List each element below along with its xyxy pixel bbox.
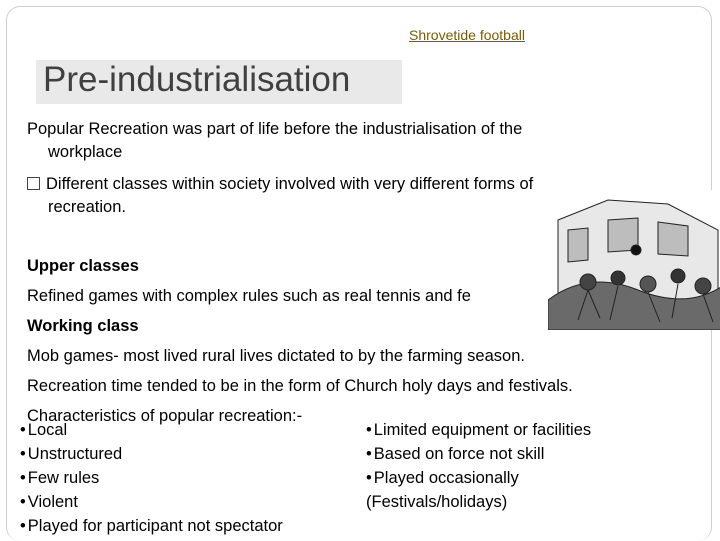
list-item: • Limited equipment or facilities: [366, 418, 591, 442]
slide-title: Pre-industrialisation: [43, 60, 351, 99]
intro-line-cont: workplace: [48, 143, 123, 161]
characteristics-heading: Characteristics of popular recreation:-: [27, 407, 303, 425]
intro-paragraph: [27, 118, 667, 164]
list-item: • Based on force not skill: [366, 442, 591, 466]
working-class-text-1: Mob games- most lived rural lives dictated to by the farming season.: [27, 347, 525, 365]
list-item: (Festivals/holidays): [366, 493, 508, 511]
list-item: • Local: [20, 418, 283, 442]
list-item: • Unstructured: [20, 442, 283, 466]
upper-classes-text: Refined games with complex rules such as real tennis and fe: [27, 287, 471, 305]
list-item: • Few rules: [20, 466, 283, 490]
intro-line: Popular Recreation was part of life before the industrialisation of the: [27, 120, 523, 138]
characteristics-left-list: [20, 418, 283, 538]
checkbox-bullet-icon: [27, 177, 40, 190]
working-class-text-2: Recreation time tended to be in the form of Church holy days and festivals.: [27, 377, 573, 395]
shrovetide-football-link[interactable]: Shrovetide football: [409, 27, 525, 43]
bullet-text-cont: recreation.: [48, 198, 126, 216]
mob-football-illustration: [548, 190, 720, 330]
list-item: • Violent: [20, 490, 283, 514]
list-item: • Played for participant not spectator: [20, 514, 283, 538]
working-class-heading: Working class: [27, 317, 139, 335]
bullet-text: Different classes within society involved with very different forms of: [46, 175, 534, 193]
upper-classes-heading: Upper classes: [27, 257, 139, 275]
characteristics-right-list: [366, 418, 591, 514]
list-item: • Played occasionally: [366, 466, 591, 490]
